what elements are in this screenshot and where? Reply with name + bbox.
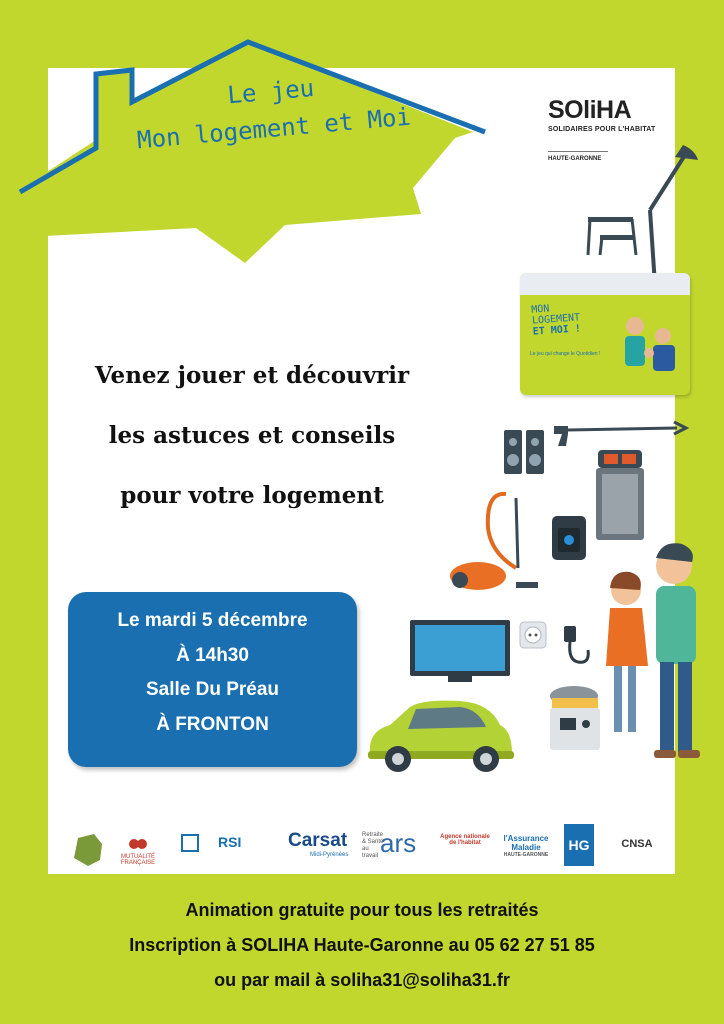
family-icon [615, 311, 685, 391]
game-title-line1: Le jeu [226, 73, 316, 110]
event-info-box [68, 592, 357, 767]
partners-logos [66, 822, 671, 870]
invitation-line2: les astuces et conseils [108, 422, 396, 449]
event-time: À 14h30 [176, 644, 249, 666]
game-box-subtitle: Le jeu qui change le Quotidien ! [530, 351, 601, 357]
footer-free-animation: Animation gratuite pour tous les retraités [185, 900, 539, 920]
game-box-handle [520, 273, 690, 295]
lantern-icon [548, 512, 590, 562]
game-box-title-3: ET MOI ! [532, 323, 582, 338]
partner-hg: HG [564, 824, 594, 866]
assurance-maladie-label: l'Assurance Maladie [503, 834, 549, 852]
invitation-line3: pour votre logement [120, 482, 384, 509]
television-icon [408, 618, 512, 684]
partner-ars: ars [380, 828, 417, 858]
grabber-tool-icon [552, 418, 692, 450]
retirees-couple-icon [600, 540, 712, 765]
speakers-icon [500, 428, 550, 476]
game-box-title-1: MON [530, 303, 550, 316]
caisse-logo-icon [181, 834, 199, 852]
event-date: Le mardi 5 décembre [117, 610, 308, 631]
power-socket-icon [518, 620, 598, 676]
trash-bin-icon [592, 448, 652, 544]
footer-email: ou par mail à soliha31@soliha31.fr [214, 970, 510, 990]
event-place: Salle Du Préau [145, 679, 280, 700]
game-box-title [531, 301, 581, 337]
assurance-maladie-region: HAUTE-GARONNE [503, 852, 549, 858]
footer-phone: Inscription à SOLIHA Haute-Garonne au 05 62 27 51 85 [129, 935, 595, 955]
partner-cnsa: CNSA [621, 838, 653, 850]
carsat-logo: Carsat [288, 830, 348, 851]
footer-info [0, 893, 724, 998]
france-map-icon [70, 832, 106, 870]
soliha-tagline: SOLIDAIRES POUR L'HABITAT [548, 126, 656, 133]
deep-fryer-icon [546, 682, 606, 754]
soliha-region: HAUTE-GARONNE [548, 156, 602, 162]
partner-caisse [170, 834, 210, 854]
partner-carsat [288, 830, 358, 858]
invitation-line1: Venez jouer et découvrir [94, 362, 410, 389]
game-box-title-2: LOGEMENT [531, 312, 581, 327]
event-city: À FRONTON [156, 713, 269, 735]
partner-anah: Agence nationale de l'habitat [440, 834, 490, 846]
carsat-region: Midi-Pyrénées [310, 852, 349, 858]
car-icon [360, 695, 520, 779]
mutualite-logo-icon [128, 836, 148, 852]
carsat-side-text: Retraite & Santé au travail [362, 832, 384, 859]
partner-mutualite-label: MUTUALITÉ FRANÇAISE [120, 854, 156, 866]
floor-lamp-icon [580, 135, 710, 295]
partner-assurance-maladie [496, 834, 556, 858]
game-box-illustration [520, 273, 690, 395]
invitation-text [64, 346, 440, 526]
vacuum-cleaner-icon [446, 488, 546, 598]
game-title-line2: Mon logement et Moi [136, 102, 412, 155]
soliha-logo: SOliHA [548, 96, 632, 124]
partner-rsi: RSI [218, 834, 242, 850]
partner-mutualite [116, 836, 160, 866]
